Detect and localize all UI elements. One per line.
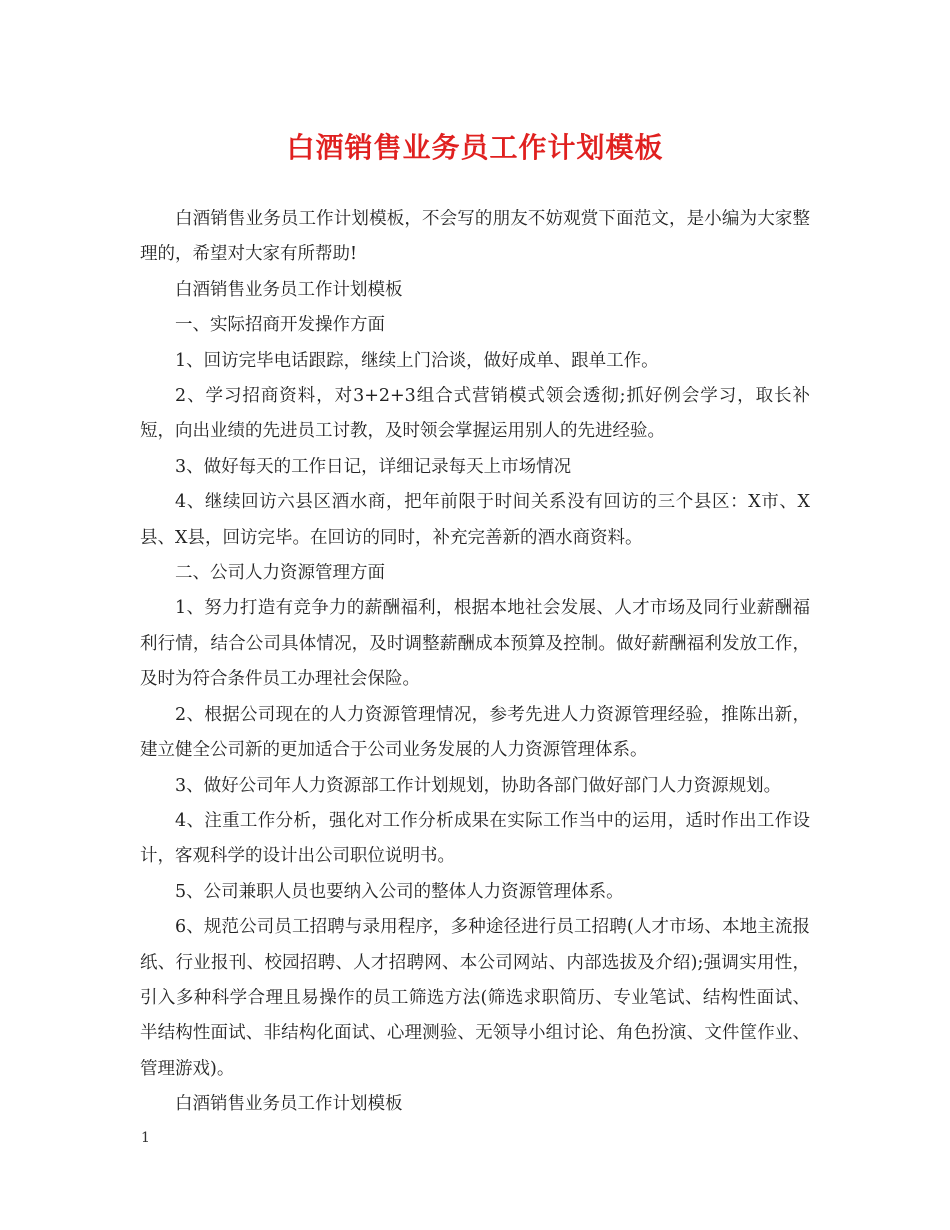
page-number: 1 [141, 1130, 150, 1146]
list-item: 2、根据公司现在的人力资源管理情况，参考先进人力资源管理经验，推陈出新，建立健全公司新的更加适合于公司业务发展的人力资源管理体系。 [140, 704, 810, 761]
document-body [140, 202, 810, 1123]
paragraph-subtitle: 白酒销售业务员工作计划模板 [175, 279, 403, 300]
list-item: 5、公司兼职人员也要纳入公司的整体人力资源管理体系。 [175, 881, 624, 902]
list-item: 4、继续回访六县区酒水商，把年前限于时间关系没有回访的三个县区：X市、X县、X县，回访完毕。在回访的同时，补充完善新的酒水商资料。 [140, 492, 810, 548]
list-item: 1、努力打造有竞争力的薪酬福利，根据本地社会发展、人才市场及同行业薪酬福利行情，结合公司具体情况，及时调整薪酬成本预算及控制。做好薪酬福利发放工作，及时为符合条件员工办理社会保险。 [140, 598, 810, 690]
paragraph-intro: 白酒销售业务员工作计划模板，不会写的朋友不妨观赏下面范文，是小编为大家整理的，希望对大家有所帮助! [140, 209, 810, 265]
list-item: 4、注重工作分析，强化对工作分析成果在实际工作当中的运用，适时作出工作设计，客观科学的设计出公司职位说明书。 [140, 810, 810, 867]
section-heading-2: 二、公司人力资源管理方面 [175, 563, 385, 584]
section-heading-1: 一、实际招商开发操作方面 [175, 315, 385, 336]
list-item: 3、做好公司年人力资源部工作计划规划，协助各部门做好部门人力资源规划。 [175, 775, 782, 796]
paragraph-closing: 白酒销售业务员工作计划模板 [175, 1094, 403, 1115]
list-item: 3、做好每天的工作日记，详细记录每天上市场情况 [175, 456, 572, 477]
list-item: 6、规范公司员工招聘与录用程序，多种途径进行员工招聘(人才市场、本地主流报纸、行业报刊、校园招聘、人才招聘网、本公司网站、内部选拔及介绍);强调实用性，引入多种科学合理且易操作的员工筛选方法(筛选求职简历、专业笔试、结构性面试、半结构性面试、非结构化面试、心理测验、无领导小组讨论、角色扮演、文件筐作业、管理游戏)。 [140, 917, 810, 1079]
list-item: 2、学习招商资料，对3+2+3组合式营销模式领会透彻;抓好例会学习，取长补短，向出业绩的先进员工讨教，及时领会掌握运用别人的先进经验。 [140, 386, 810, 442]
document-title: 白酒销售业务员工作计划模板 [286, 131, 664, 164]
list-item: 1、回访完毕电话跟踪，继续上门洽谈，做好成单、跟单工作。 [175, 350, 659, 371]
